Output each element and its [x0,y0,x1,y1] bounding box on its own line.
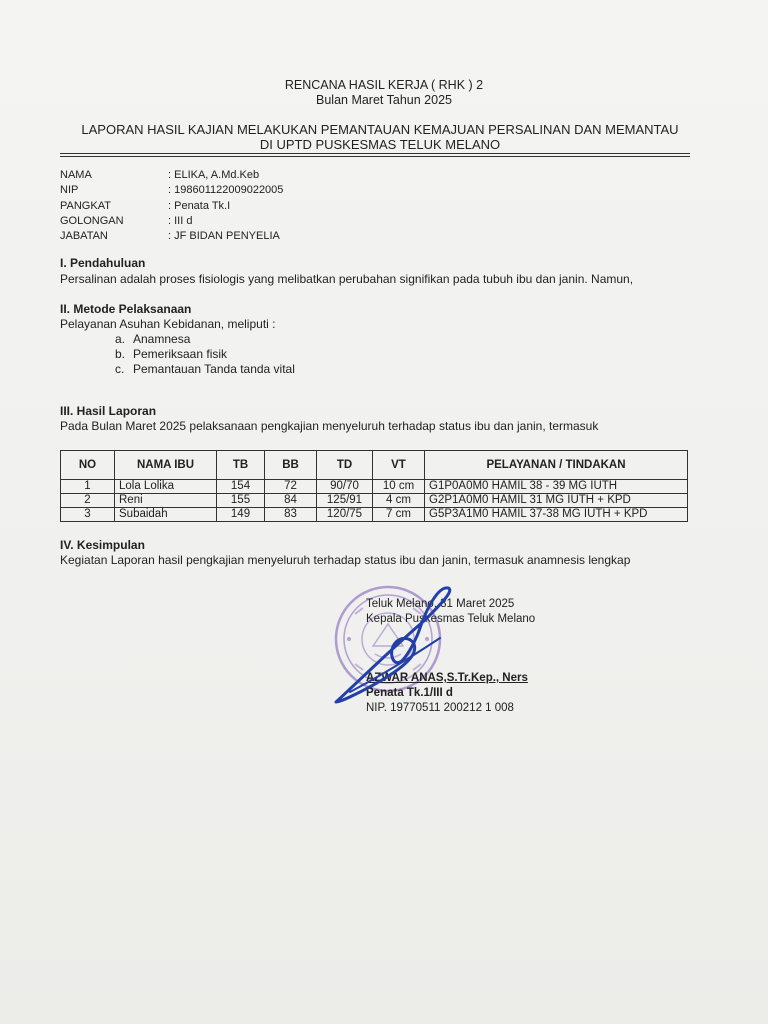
table-cell: 4 cm [373,494,425,508]
identity-label: GOLONGAN [60,214,124,227]
section-title-hasil: III. Hasil Laporan [60,404,157,418]
section-text-hasil: Pada Bulan Maret 2025 pelaksanaan pengkajian menyeluruh terhadap status ibu dan janin, termasuk [60,419,599,433]
report-heading-line1: LAPORAN HASIL KAJIAN MELAKUKAN PEMANTAUAN KEMAJUAN PERSALINAN DAN MEMANTAU [81,122,679,137]
table-cell: 7 cm [373,508,425,522]
signatory-rank: Penata Tk.1/III d [366,687,453,699]
identity-value: : III d [168,214,193,227]
list-item [115,347,295,362]
table-cell: 1 [61,480,115,494]
identity-row-jabatan [60,229,283,244]
list-text: Pemantauan Tanda tanda vital [133,362,295,376]
column-header: PELAYANAN / TINDAKAN [425,451,688,480]
column-header: NAMA IBU [115,451,217,480]
identity-label: NAMA [60,169,92,181]
section-title-metode: II. Metode Pelaksanaan [60,302,192,316]
section-title-kesimpulan: IV. Kesimpulan [60,538,145,552]
table-cell: 155 [217,494,265,508]
table-cell: 72 [265,480,317,494]
table-cell: G2P1A0M0 HAMIL 31 MG IUTH + KPD [425,494,688,508]
table-cell: 3 [61,508,115,522]
document-period: Bulan Maret Tahun 2025 [316,93,452,107]
identity-row-nip [60,183,283,198]
list-item [115,332,295,347]
table-cell: G5P3A1M0 HAMIL 37-38 MG IUTH + KPD [425,508,688,522]
identity-block [60,168,283,244]
table-cell: 120/75 [317,508,373,522]
column-header: VT [373,451,425,480]
table-cell: Subaidah [115,508,217,522]
list-marker: b. [115,347,126,361]
table-cell: 154 [217,480,265,494]
list-text: Pemeriksaan fisik [133,347,228,361]
identity-label: JABATAN [60,230,108,243]
column-header: BB [265,451,317,480]
list-marker: c. [115,362,125,376]
table-cell: 10 cm [373,480,425,494]
table-cell: 149 [217,508,265,522]
identity-row-pangkat [60,199,283,214]
table-cell: 90/70 [317,480,373,494]
identity-value: : ELIKA, A.Md.Keb [168,169,260,181]
identity-row-nama [60,168,283,183]
results-table [60,450,688,522]
document-title: RENCANA HASIL KERJA ( RHK ) 2 [284,78,484,92]
section-text-kesimpulan: Kegiatan Laporan hasil pengkajian menyeluruh terhadap status ibu dan janin, termasuk anamnesis lengkap [60,553,631,567]
table-cell: 2 [61,494,115,508]
handwritten-signature [330,580,470,710]
table-cell: 84 [265,494,317,508]
table-header-row [61,451,688,480]
table-cell: 125/91 [317,494,373,508]
column-header: NO [61,451,115,480]
list-marker: a. [115,332,126,346]
table-cell: Lola Lolika [115,480,217,494]
identity-value: : JF BIDAN PENYELIA [168,230,280,243]
list-text: Anamnesa [133,332,191,346]
table-row [61,480,688,494]
section-text-metode: Pelayanan Asuhan Kebidanan, meliputi : [60,317,276,331]
signatory-name: AZWAR ANAS,S.Tr.Kep., Ners [366,672,528,684]
signatory-nip: NIP. 19770511 200212 1 008 [366,702,514,714]
section-text-pendahuluan: Persalinan adalah proses fisiologis yang melibatkan perubahan signifikan pada tubuh ibu dan janin. Namun, [60,272,634,286]
identity-value: : 198601122009022005 [168,184,284,197]
signature-position: Kepala Puskesmas Teluk Melano [366,613,536,625]
identity-value: : Penata Tk.I [168,199,231,212]
metode-list [115,332,295,377]
signature-place-date: Teluk Melano, 31 Maret 2025 [366,598,515,610]
identity-label: PANGKAT [60,199,111,212]
table-cell: Reni [115,494,217,508]
table-cell: G1P0A0M0 HAMIL 38 - 39 MG IUTH [425,480,688,494]
column-header: TD [317,451,373,480]
identity-label: NIP [60,184,79,197]
table-row [61,508,688,522]
section-title-pendahuluan: I. Pendahuluan [60,256,146,270]
list-item [115,362,295,377]
identity-row-golongan [60,214,283,229]
heading-rule-bottom [60,156,690,157]
table-cell: 83 [265,508,317,522]
heading-rule-top [60,153,690,154]
column-header: TB [217,451,265,480]
report-heading-line2: DI UPTD PUSKESMAS TELUK MELANO [259,137,501,152]
table-row [61,494,688,508]
